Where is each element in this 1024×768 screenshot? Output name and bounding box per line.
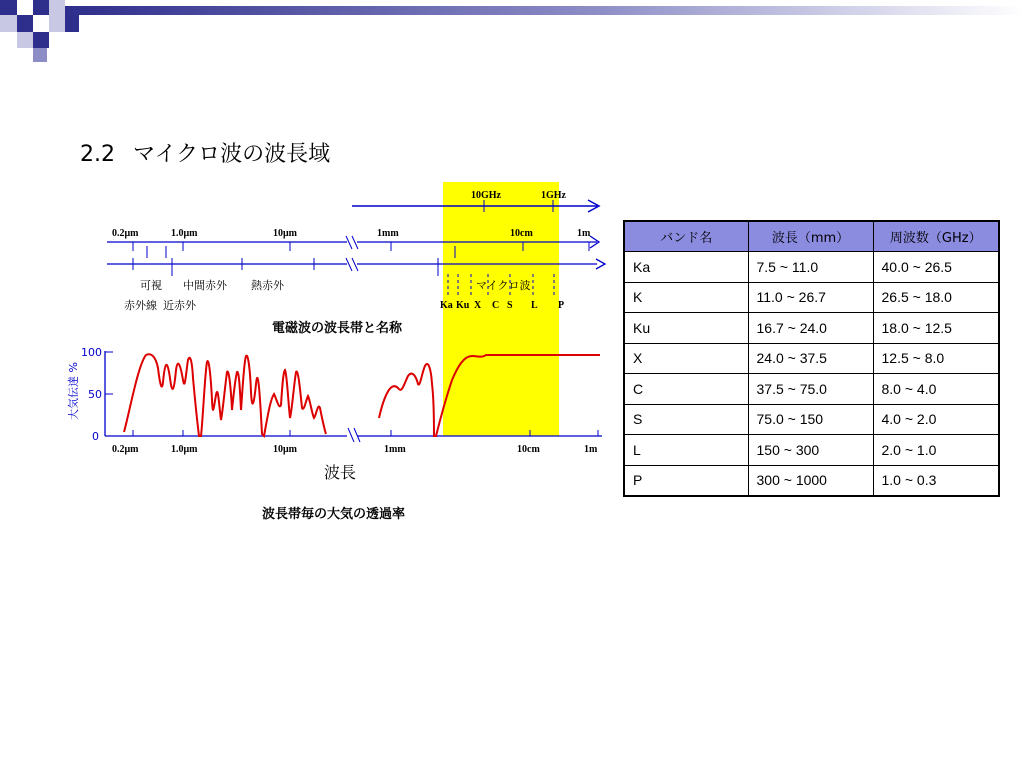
top-axis-label: 10cm	[510, 228, 533, 239]
section-number: 2.2	[80, 142, 115, 167]
transmission-curve-ir	[124, 354, 326, 436]
table-cell: 150 ~ 300	[748, 435, 873, 466]
y-axis-label: 大気伝達 %	[67, 362, 80, 420]
column-header: 波長（mm）	[748, 221, 873, 252]
table-cell: 40.0 ~ 26.5	[873, 252, 999, 283]
top-axis-label: 1.0μm	[171, 228, 198, 239]
table-cell: 37.5 ~ 75.0	[748, 374, 873, 405]
y-tick-label: 0	[92, 430, 99, 443]
table-row	[624, 435, 999, 466]
table-cell: L	[624, 435, 748, 466]
band-letter: S	[507, 300, 513, 311]
table-row	[624, 252, 999, 283]
band-table	[623, 220, 1000, 497]
axis-arrowhead	[596, 259, 605, 269]
region-label-microwave: マイクロ波	[476, 279, 531, 292]
band-letter: Ku	[456, 300, 470, 311]
top-axis-label: 1mm	[377, 228, 399, 239]
band-letter: P	[558, 300, 565, 311]
table-cell: Ku	[624, 313, 748, 344]
axis-break	[348, 428, 360, 442]
freq-label-10ghz: 10GHz	[471, 190, 501, 201]
bottom-axis-label: 1.0μm	[171, 444, 198, 455]
bottom-axis-label: 0.2μm	[112, 444, 139, 455]
table-row	[624, 404, 999, 435]
table-cell: 24.0 ~ 37.5	[748, 343, 873, 374]
table-row	[624, 313, 999, 344]
spectrum-caption: 電磁波の波長帯と名称	[272, 321, 403, 336]
table-cell: C	[624, 374, 748, 405]
table-cell: 16.7 ~ 24.0	[748, 313, 873, 344]
table-cell: K	[624, 282, 748, 313]
region-label-mid-ir: 中間赤外	[183, 279, 227, 292]
table-cell: 4.0 ~ 2.0	[873, 404, 999, 435]
table-cell: 12.5 ~ 8.0	[873, 343, 999, 374]
x-axis-label: 波長	[324, 463, 357, 482]
axis-break	[346, 236, 358, 249]
table-row	[624, 343, 999, 374]
band-letter: Ka	[440, 300, 453, 311]
table-cell: 26.5 ~ 18.0	[873, 282, 999, 313]
region-label-visible: 可視	[140, 279, 162, 292]
table-cell: 75.0 ~ 150	[748, 404, 873, 435]
top-axis-label: 1m	[577, 228, 591, 239]
band-letter: C	[492, 300, 500, 311]
y-tick-label: 100	[81, 346, 102, 359]
table-row	[624, 465, 999, 496]
column-header: バンド名	[624, 221, 748, 252]
freq-label-1ghz: 1GHz	[541, 190, 566, 201]
table-cell: 7.5 ~ 11.0	[748, 252, 873, 283]
top-axis-label: 0.2μm	[112, 228, 139, 239]
bottom-axis-label: 1m	[584, 444, 598, 455]
band-letter: X	[474, 300, 482, 311]
table-cell: X	[624, 343, 748, 374]
table-cell: 1.0 ~ 0.3	[873, 465, 999, 496]
chart-caption: 波長帯毎の大気の透過率	[262, 507, 406, 522]
bottom-axis-label: 10μm	[273, 444, 297, 455]
y-tick-label: 50	[88, 388, 102, 401]
band-letter: L	[531, 300, 538, 311]
table-cell: 18.0 ~ 12.5	[873, 313, 999, 344]
region-label-near-ir: 近赤外	[163, 299, 196, 312]
region-label-thermal-ir: 熱赤外	[251, 279, 284, 292]
table-cell: P	[624, 465, 748, 496]
section-title: マイクロ波の波長域	[133, 142, 331, 167]
top-axis-label: 10μm	[273, 228, 297, 239]
bottom-axis-label: 1mm	[384, 444, 406, 455]
table-cell: 8.0 ~ 4.0	[873, 374, 999, 405]
table-cell: 300 ~ 1000	[748, 465, 873, 496]
table-cell: S	[624, 404, 748, 435]
region-label-ir: 赤外線	[124, 299, 157, 312]
table-cell: 2.0 ~ 1.0	[873, 435, 999, 466]
table-cell: 11.0 ~ 26.7	[748, 282, 873, 313]
bottom-axis-label: 10cm	[517, 444, 540, 455]
table-row	[624, 374, 999, 405]
axis-break	[346, 258, 358, 271]
table-header-row	[624, 221, 999, 252]
table-cell: Ka	[624, 252, 748, 283]
column-header: 周波数（GHz）	[873, 221, 999, 252]
table-row	[624, 282, 999, 313]
